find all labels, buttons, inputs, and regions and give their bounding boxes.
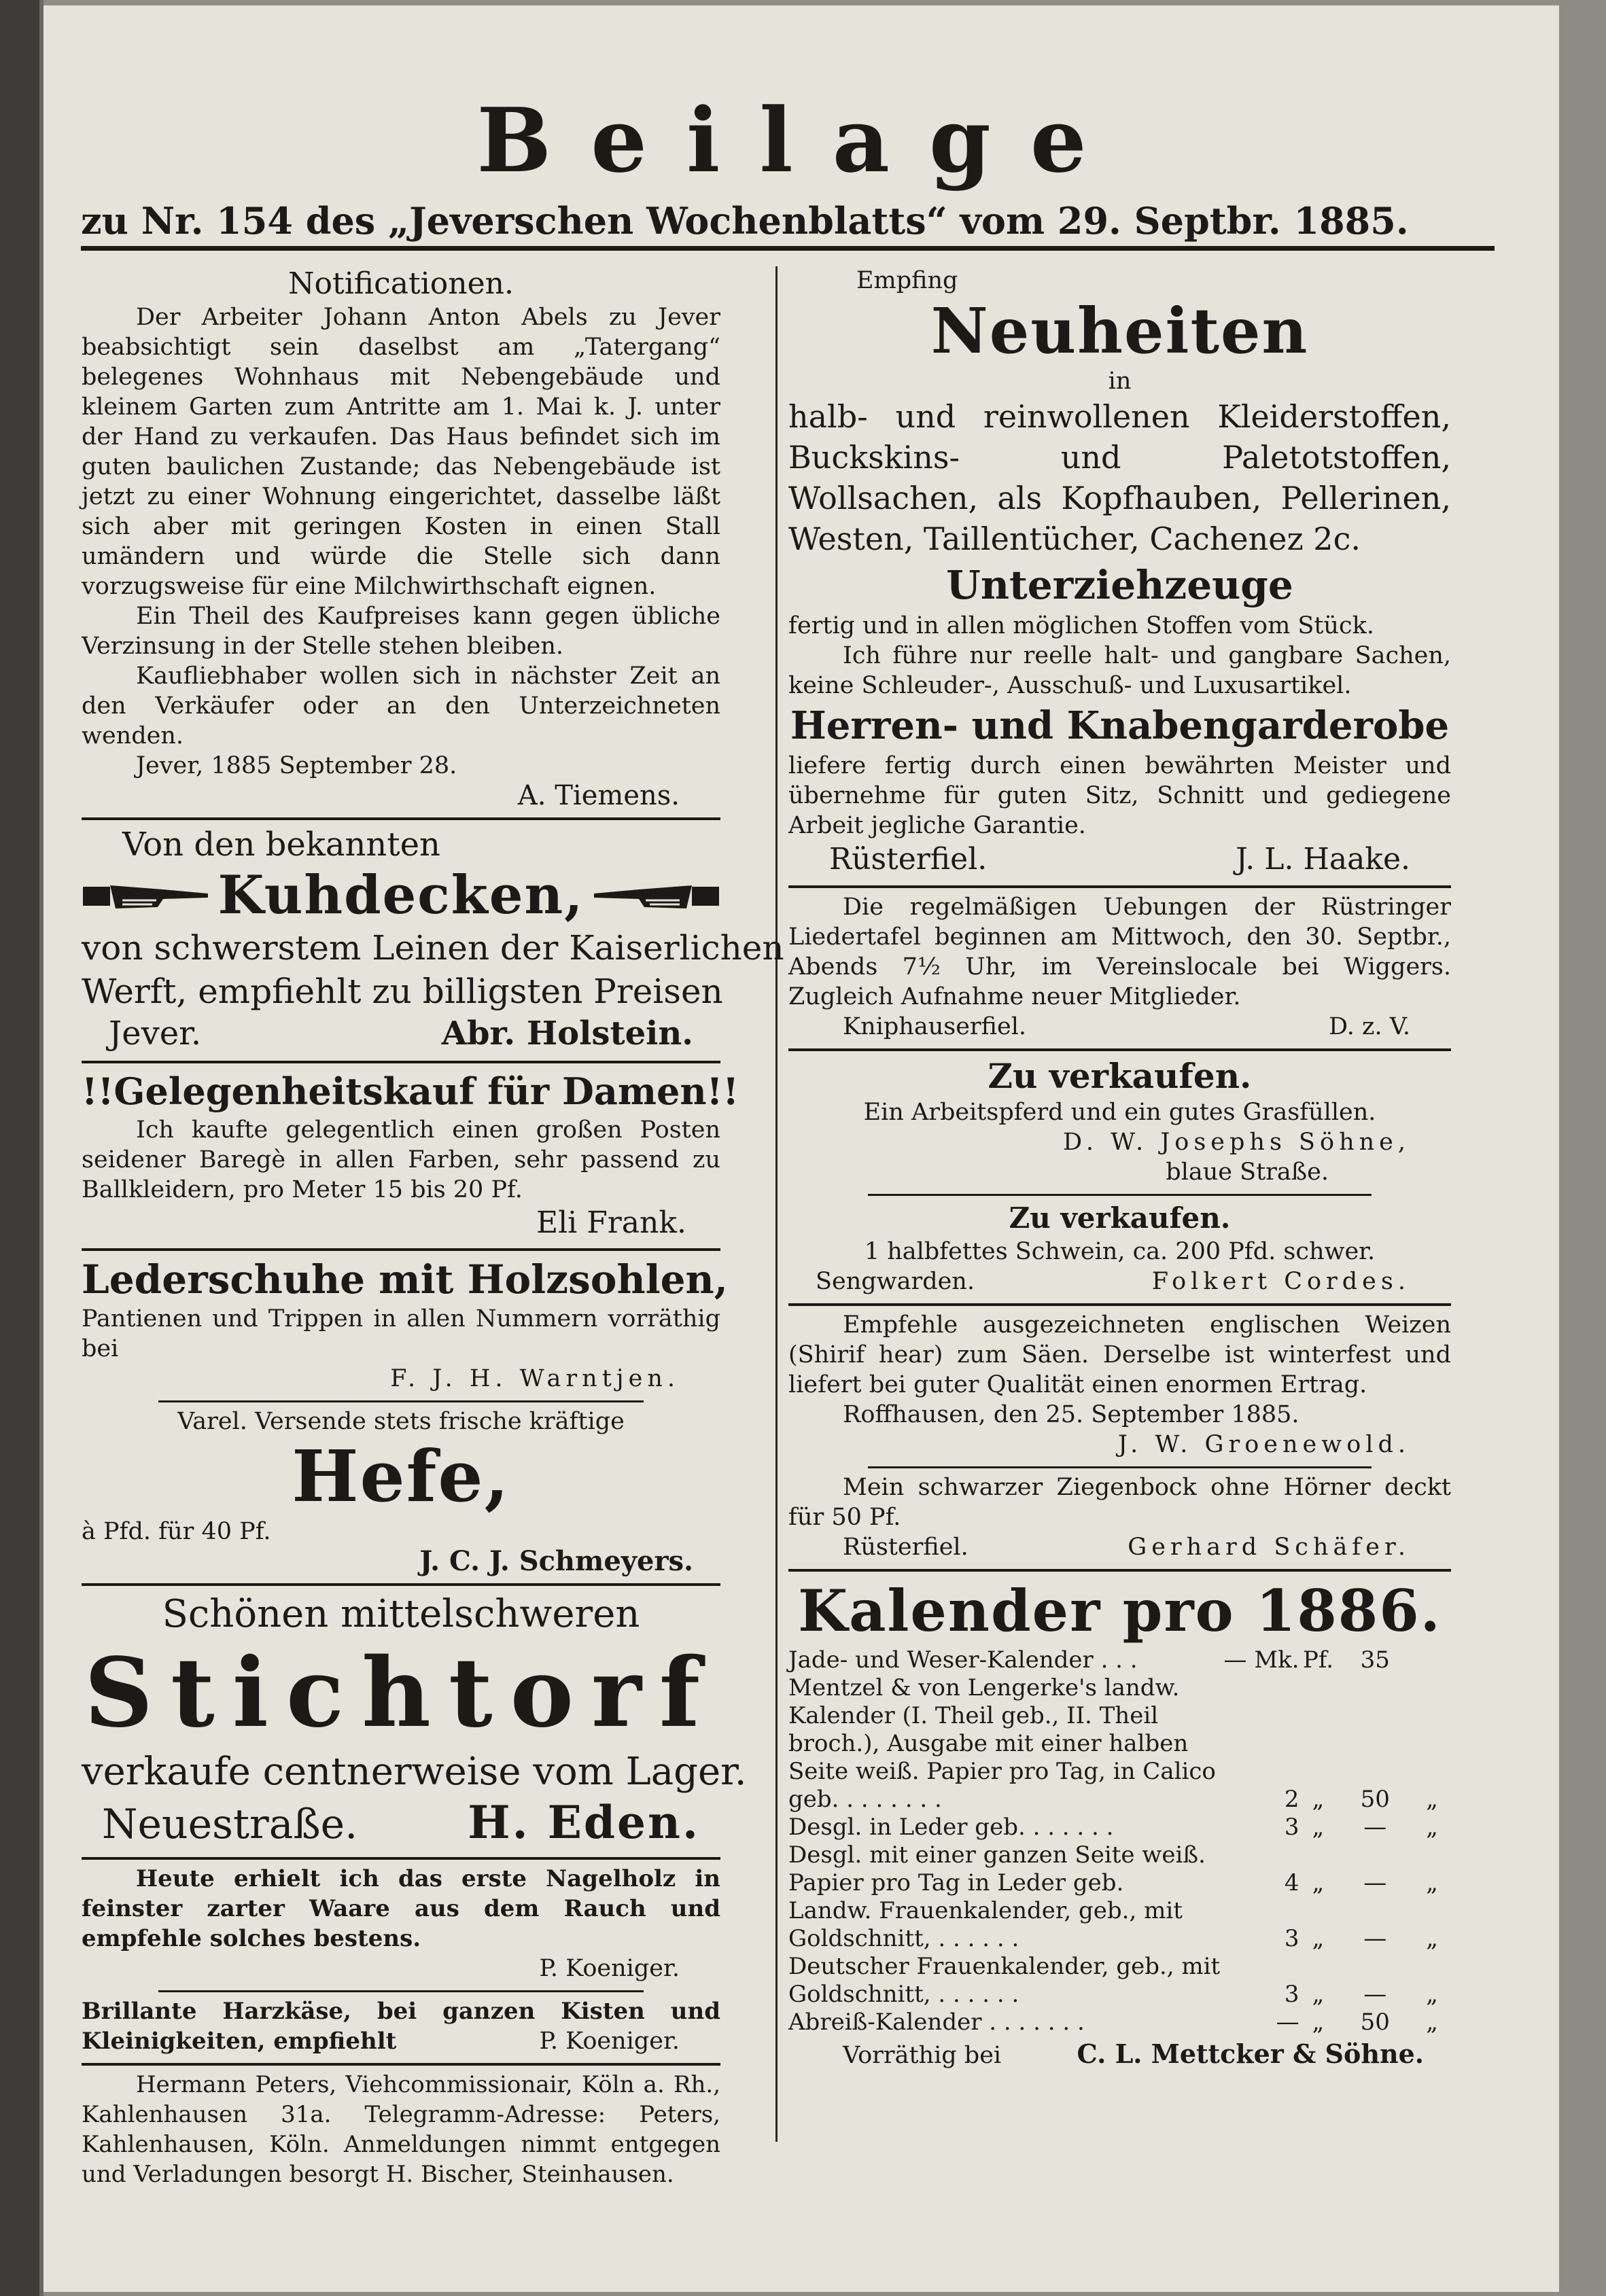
ad-text: von schwerstem Leinen der Kaiserlichen	[82, 928, 784, 968]
calendar-pfennig: —	[1363, 1925, 1387, 1952]
column-divider	[775, 266, 778, 2142]
ad-note: Ich führe nur reelle halt- und gangbare Sachen, keine Schleuder-, Ausschuß- und Luxusartikel.	[788, 642, 1451, 699]
ad-zu-verkaufen-schwein	[788, 1196, 1451, 1303]
calendar-mark: 3	[1284, 1925, 1299, 1952]
ad-headline: !!Gelegenheitskauf für Damen!!	[82, 1070, 739, 1113]
ad-neuheiten	[788, 262, 1451, 885]
ad-text: Schönen mittelschweren	[162, 1592, 640, 1636]
left-column	[82, 262, 784, 2196]
calendar-item: Mentzel & von Lengerke's landw. Kalender (I. Theil geb., II. Theil broch.), Ausgabe mit einer halben Seite weiß. Papier pro Tag, in Calico geb. . . . . . . .	[788, 1674, 1216, 1813]
masthead-title: Beilage	[476, 88, 1126, 192]
ad-body: Kaufliebhaber wollen sich in nächster Zeit an den Verkäufer oder an den Unterzeichneten wenden.	[82, 663, 720, 749]
ad-place: Jever.	[109, 1014, 202, 1053]
calendar-mark: 2	[1284, 1786, 1299, 1813]
calendar-unit: „	[1312, 1981, 1325, 2008]
ad-subbody: fertig und in allen möglichen Stoffen vom Stück.	[788, 612, 1374, 639]
calendar-mark: 3	[1284, 1814, 1299, 1841]
calendar-ditto: „	[1426, 1814, 1438, 1841]
ad-lederschuhe	[82, 1251, 728, 1400]
calendar-row	[788, 1953, 1451, 2009]
ad-headline: Zu verkaufen.	[1009, 1201, 1231, 1235]
calendar-ditto: „	[1426, 2009, 1438, 2036]
calendar-unit: „	[1312, 1786, 1325, 1813]
pointing-hand-right-icon	[82, 877, 211, 914]
ad-headline: Kuhdecken,	[217, 864, 584, 926]
ad-title: Notificationen.	[288, 266, 514, 301]
calendar-item: Deutscher Frauenkalender, geb., mit Goldschnitt, . . . . . .	[788, 1953, 1221, 2008]
calendar-item: Jade- und Weser-Kalender . . .	[788, 1646, 1138, 1674]
calendar-unit: „	[1312, 1814, 1325, 1841]
right-column	[788, 262, 1451, 2077]
ad-intro: Empfing	[856, 267, 958, 294]
ad-headline-2: Herren- und Knabengarderobe	[790, 703, 1450, 748]
calendar-item: Landw. Frauenkalender, geb., mit Goldschnitt, . . . . . .	[788, 1897, 1183, 1952]
ad-signature: A. Tiemens.	[517, 780, 680, 811]
ad-signature-row	[788, 2036, 1451, 2070]
ad-headline: Kalender pro 1886.	[798, 1577, 1442, 1644]
calendar-row	[788, 1674, 1451, 1814]
ad-footer-prefix: Vorräthig bei	[843, 2042, 1002, 2069]
calendar-pfennig: —	[1363, 1814, 1387, 1841]
calendar-pfennig: —	[1363, 1869, 1387, 1896]
ad-zu-verkaufen-pferd	[788, 1051, 1451, 1194]
ad-date: Jever, 1885 September 28.	[136, 752, 457, 779]
ad-peters	[82, 2066, 720, 2196]
ad-signature: H. Eden.	[468, 1796, 700, 1849]
calendar-pfennig: 50	[1360, 1786, 1390, 1813]
ad-place: Rüsterfiel.	[843, 1534, 968, 1561]
ad-signature: Gerhard Schäfer.	[1128, 1534, 1410, 1561]
ad-signature: F. J. H. Warntjen.	[390, 1365, 680, 1392]
ad-signature: Eli Frank.	[536, 1205, 686, 1240]
calendar-mark: —	[1276, 2009, 1299, 2036]
ad-gelegenheitskauf	[82, 1063, 739, 1248]
ad-signature-row	[788, 1267, 1451, 1296]
ad-body-2: liefere fertig durch einen bewährten Meister und übernehme für guten Sitz, Schnitt und gediegene Arbeit jegliche Garantie.	[788, 752, 1451, 839]
ad-body: Hermann Peters, Viehcommissionair, Köln a. Rh., Kahlenhausen 31a. Telegramm-Adresse: Peters, Kahlenhausen, Köln. Anmeldungen nimmt entgegen und Verladungen besorgt H. Bischer, Steinhausen.	[82, 2071, 720, 2188]
ad-signature: D. W. Josephs Söhne,	[1063, 1129, 1410, 1156]
ad-signature-row	[788, 841, 1451, 879]
calendar-unit: Pf.	[1302, 1646, 1334, 1674]
ad-signature: Abr. Holstein.	[441, 1014, 693, 1053]
ad-harzkaese	[82, 1992, 720, 2063]
ad-headline: Zu verkaufen.	[988, 1056, 1252, 1096]
ad-place: Kniphauserfiel.	[843, 1013, 1027, 1040]
header-rule	[81, 246, 1495, 251]
calendar-unit: „	[1312, 1925, 1325, 1952]
calendar-item: Desgl. in Leder geb. . . . . . .	[788, 1814, 1114, 1841]
ad-stichtorf	[82, 1586, 747, 1857]
calendar-ditto: „	[1426, 1869, 1438, 1896]
ad-date: Roffhausen, den 25. September 1885.	[843, 1401, 1299, 1428]
ad-intro: Von den bekannten	[122, 826, 440, 864]
ad-signature-row	[82, 1797, 720, 1850]
ad-place: Neuestraße.	[102, 1801, 358, 1848]
calendar-mark: — Mk.	[1223, 1646, 1299, 1674]
ad-body: Die regelmäßigen Uebungen der Rüstringer Liedertafel beginnen am Mittwoch, den 30. Septbr., Abends 7½ Uhr, im Vereinslocale bei Wiggers. Zugleich Aufnahme neuer Mitglieder.	[788, 894, 1451, 1010]
ad-body: Heute erhielt ich das erste Nagelholz in feinster zarter Waare aus dem Rauch und empfehle solches bestens.	[82, 1865, 720, 1952]
ad-body: Ich kaufte gelegentlich einen großen Posten seidener Baregè in allen Farben, sehr passend zu Ballkleidern, pro Meter 15 bis 20 Pf.	[82, 1116, 720, 1203]
ad-signature: C. L. Mettcker & Söhne.	[1077, 2038, 1424, 2069]
calendar-item: Abreiß-Kalender . . . . . . .	[788, 2009, 1085, 2036]
ad-body: Ein Arbeitspferd und ein gutes Grasfüllen.	[863, 1099, 1376, 1126]
ad-liedertafel	[788, 888, 1451, 1048]
ad-in: in	[1108, 368, 1132, 395]
ad-notificationen	[82, 262, 720, 817]
calendar-row	[788, 1646, 1451, 1674]
calendar-row	[788, 2009, 1451, 2036]
ad-body: Ein Theil des Kaufpreises kann gegen übliche Verzinsung in der Stelle stehen bleiben.	[82, 603, 720, 660]
ad-nagelholz	[82, 1860, 720, 1990]
calendar-unit: „	[1312, 1869, 1325, 1896]
calendar-mark: 4	[1284, 1869, 1299, 1896]
calendar-item: Desgl. mit einer ganzen Seite weiß. Papier pro Tag in Leder geb.	[788, 1841, 1206, 1896]
ad-body: Brillante Harzkäse, bei ganzen Kisten und Kleinigkeiten, empfiehlt	[82, 1998, 720, 2055]
pointing-hand-left-icon	[591, 877, 720, 914]
ad-body: Pantienen und Trippen in allen Nummern vorräthig bei	[82, 1305, 720, 1362]
ad-price: à Pfd. für 40 Pf.	[82, 1518, 271, 1545]
ad-signature-row	[788, 1532, 1451, 1562]
ad-signature: J. W. Groenewold.	[1117, 1431, 1410, 1458]
calendar-pfennig: 35	[1360, 1646, 1390, 1674]
ad-signature-row	[788, 1012, 1451, 1042]
ad-body: 1 halbfettes Schwein, ca. 200 Pfd. schwer.	[864, 1238, 1376, 1265]
calendar-ditto: „	[1426, 1981, 1438, 2008]
ad-body: Empfehle ausgezeichneten englischen Weizen (Shirif hear) zum Säen. Derselbe ist winterfest und liefert bei guter Qualität einen enormen Ertrag.	[788, 1311, 1451, 1398]
ad-ziegenbock	[788, 1468, 1451, 1569]
ad-signature: Folkert Cordes.	[1151, 1268, 1410, 1295]
ad-signature: P. Koeniger.	[539, 1955, 680, 1982]
calendar-ditto	[1413, 1646, 1451, 1674]
ad-signature: J. L. Haake.	[1236, 842, 1410, 877]
ad-headline: Neuheiten	[930, 294, 1309, 368]
ad-place: Rüsterfiel.	[829, 842, 988, 877]
ad-hefe	[82, 1402, 720, 1583]
ad-signature-row	[82, 1013, 720, 1054]
ad-body: Der Arbeiter Johann Anton Abels zu Jever beabsichtigt sein daselbst am „Tatergang“ belegenes Wohnhaus mit Nebengebäude und kleinem Garten zum Antritte am 1. Mai k. J. unter der Hand zu verkaufen. Das Haus befindet sich im guten baulichen Zustande; das Nebengebäude ist jetzt zu einer Wohnung eingerichtet, dasselbe läßt sich aber mit geringen Kosten in einen Stall umändern und würde die Stelle sich dann vorzugsweise für eine Milchwirthschaft eignen.	[82, 304, 720, 600]
calendar-price-table	[788, 1646, 1451, 2036]
ad-headline: Stichtorf	[84, 1638, 718, 1749]
calendar-pfennig: —	[1363, 1981, 1387, 2008]
ad-headline-row	[82, 865, 720, 926]
newspaper-header	[43, 0, 1559, 268]
calendar-row	[788, 1814, 1451, 1841]
issue-line: zu Nr. 154 des „Jeverschen Wochenblatts“ vom 29. Septbr. 1885.	[81, 199, 1409, 243]
ad-place: Sengwarden.	[816, 1268, 975, 1295]
calendar-row	[788, 1897, 1451, 1953]
calendar-row	[788, 1841, 1451, 1897]
calendar-unit: „	[1312, 2009, 1325, 2036]
ad-intro: Varel. Versende stets frische kräftige	[177, 1408, 625, 1435]
ad-headline: Hefe,	[292, 1434, 510, 1518]
ad-kuhdecken	[82, 820, 784, 1061]
calendar-ditto: „	[1426, 1786, 1438, 1813]
ad-signature: D. z. V.	[1328, 1013, 1410, 1040]
ad-address: blaue Straße.	[1166, 1159, 1329, 1186]
ad-weizen	[788, 1306, 1451, 1466]
calendar-mark: 3	[1284, 1981, 1299, 2008]
ad-body: Mein schwarzer Ziegenbock ohne Hörner deckt für 50 Pf.	[788, 1474, 1451, 1531]
ad-signature: P. Koeniger.	[539, 2028, 680, 2055]
ad-headline: Lederschuhe mit Holzsohlen,	[82, 1256, 728, 1303]
calendar-pfennig: 50	[1360, 2009, 1390, 2036]
ad-text: Werft, empfiehlt zu billigsten Preisen	[82, 972, 723, 1011]
ad-body: halb- und reinwollenen Kleiderstoffen, Buckskins- und Paletotstoffen, Wollsachen, als Kopfhauben, Pellerinen, Westen, Taillentücher, Cachenez 2c.	[788, 398, 1451, 557]
ad-text: verkaufe centnerweise vom Lager.	[82, 1750, 747, 1794]
scan-book-edge	[0, 0, 43, 2296]
calendar-ditto: „	[1426, 1925, 1438, 1952]
ad-subheadline: Unterziehzeuge	[946, 562, 1293, 608]
ad-signature: J. C. J. Schmeyers.	[419, 1545, 693, 1577]
ad-kalender	[788, 1572, 1451, 2077]
